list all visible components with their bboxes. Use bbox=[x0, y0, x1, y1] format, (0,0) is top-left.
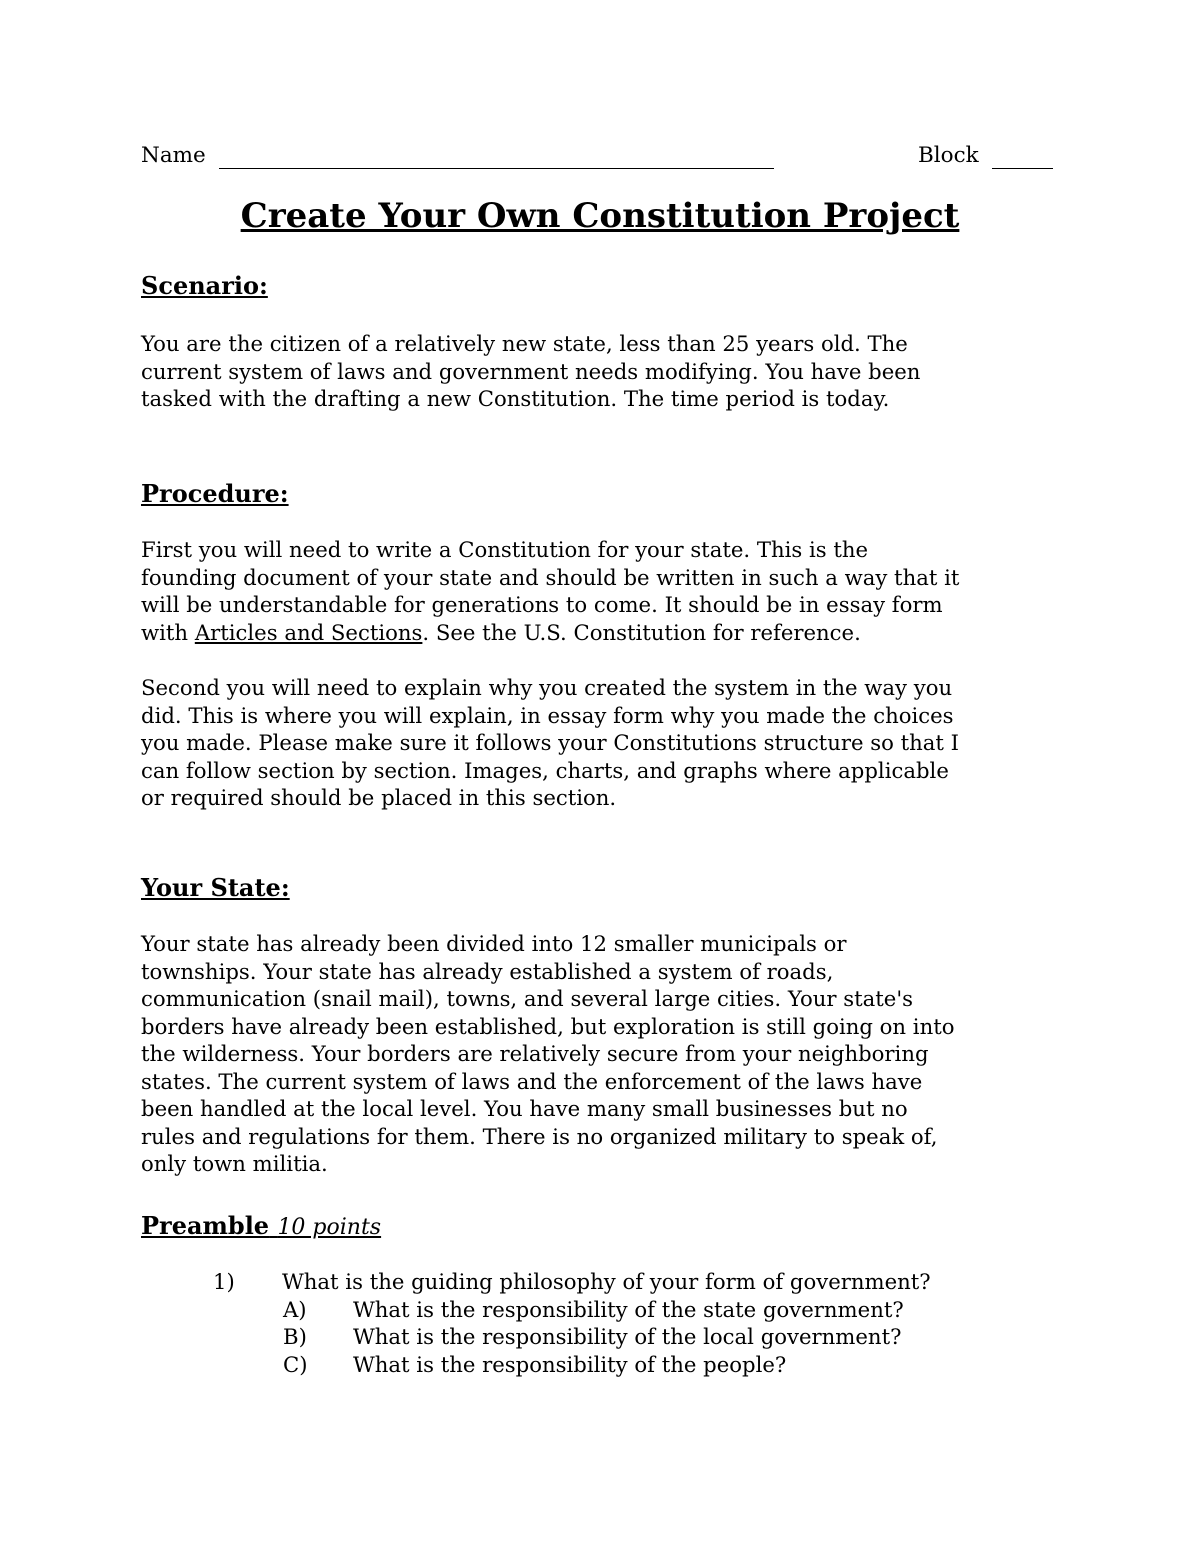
your-state-text: Your state has already been divided into 12 smaller municipals or townships. Your state has already established a system of roads, communication (snail mail), towns, and several large cities. Your state's borders have already been established, but exploration is still going on into the wilderness. Your borders are relatively secure from your neighboring states. The current system of laws and the enforcement of the laws have been handled at the local level. You have many small businesses but no rules and regulations for them. There is no organized military to speak of, only town militia. bbox=[141, 931, 955, 1176]
preamble-heading bbox=[141, 1210, 381, 1244]
articles-sections-text: Articles and Sections bbox=[194, 619, 423, 645]
sub-question-b bbox=[283, 1323, 1083, 1351]
sub-question-label: C) bbox=[283, 1352, 308, 1377]
block-blank[interactable] bbox=[992, 168, 1053, 169]
sub-question-text: What is the responsibility of the people? bbox=[353, 1352, 787, 1377]
block-label: Block bbox=[918, 143, 979, 168]
procedure-paragraph-1 bbox=[141, 536, 1071, 646]
procedure-heading: Procedure: bbox=[141, 479, 289, 508]
scenario-text: You are the citizen of a relatively new state, less than 25 years old. The current system of laws and government needs modifying. You have been tasked with the drafting a new Constitution. The time period is today. bbox=[141, 331, 921, 411]
procedure-p1-text: First you will need to write a Constitution for your state. This is the founding document of your state and should be written in such a way that it will be understandable for generations to come. It should be in essay form with bbox=[141, 537, 960, 645]
preamble-title: Preamble bbox=[141, 1211, 270, 1240]
question-text: What is the guiding philosophy of your form of government? bbox=[282, 1269, 931, 1294]
sub-question-text: What is the responsibility of the local government? bbox=[353, 1324, 902, 1349]
question-number: 1) bbox=[213, 1269, 235, 1294]
question-1 bbox=[213, 1268, 1073, 1296]
name-label: Name bbox=[141, 143, 206, 168]
your-state-heading: Your State: bbox=[141, 873, 290, 902]
sub-question-c bbox=[283, 1351, 1083, 1379]
page-title: Create Your Own Constitution Project bbox=[240, 196, 960, 236]
preamble-points: 10 points bbox=[277, 1215, 382, 1240]
sub-question-a bbox=[283, 1296, 1083, 1324]
procedure-paragraph-2: Second you will need to explain why you created the system in the way you did. This is where you will explain, in essay form why you made the choices you made. Please make sure it follows your Constitutions structure so that I can follow section by section. Images, charts, and graphs where applicable or required should be placed in this section. bbox=[141, 675, 960, 810]
name-blank[interactable] bbox=[219, 168, 774, 169]
scenario-heading: Scenario: bbox=[141, 271, 268, 300]
sub-question-text: What is the responsibility of the state government? bbox=[353, 1297, 904, 1322]
sub-question-label: A) bbox=[283, 1297, 307, 1322]
procedure-p1-end: . See the U.S. Constitution for reference. bbox=[422, 619, 861, 645]
name-block-line bbox=[141, 141, 1053, 173]
sub-question-label: B) bbox=[283, 1324, 307, 1349]
